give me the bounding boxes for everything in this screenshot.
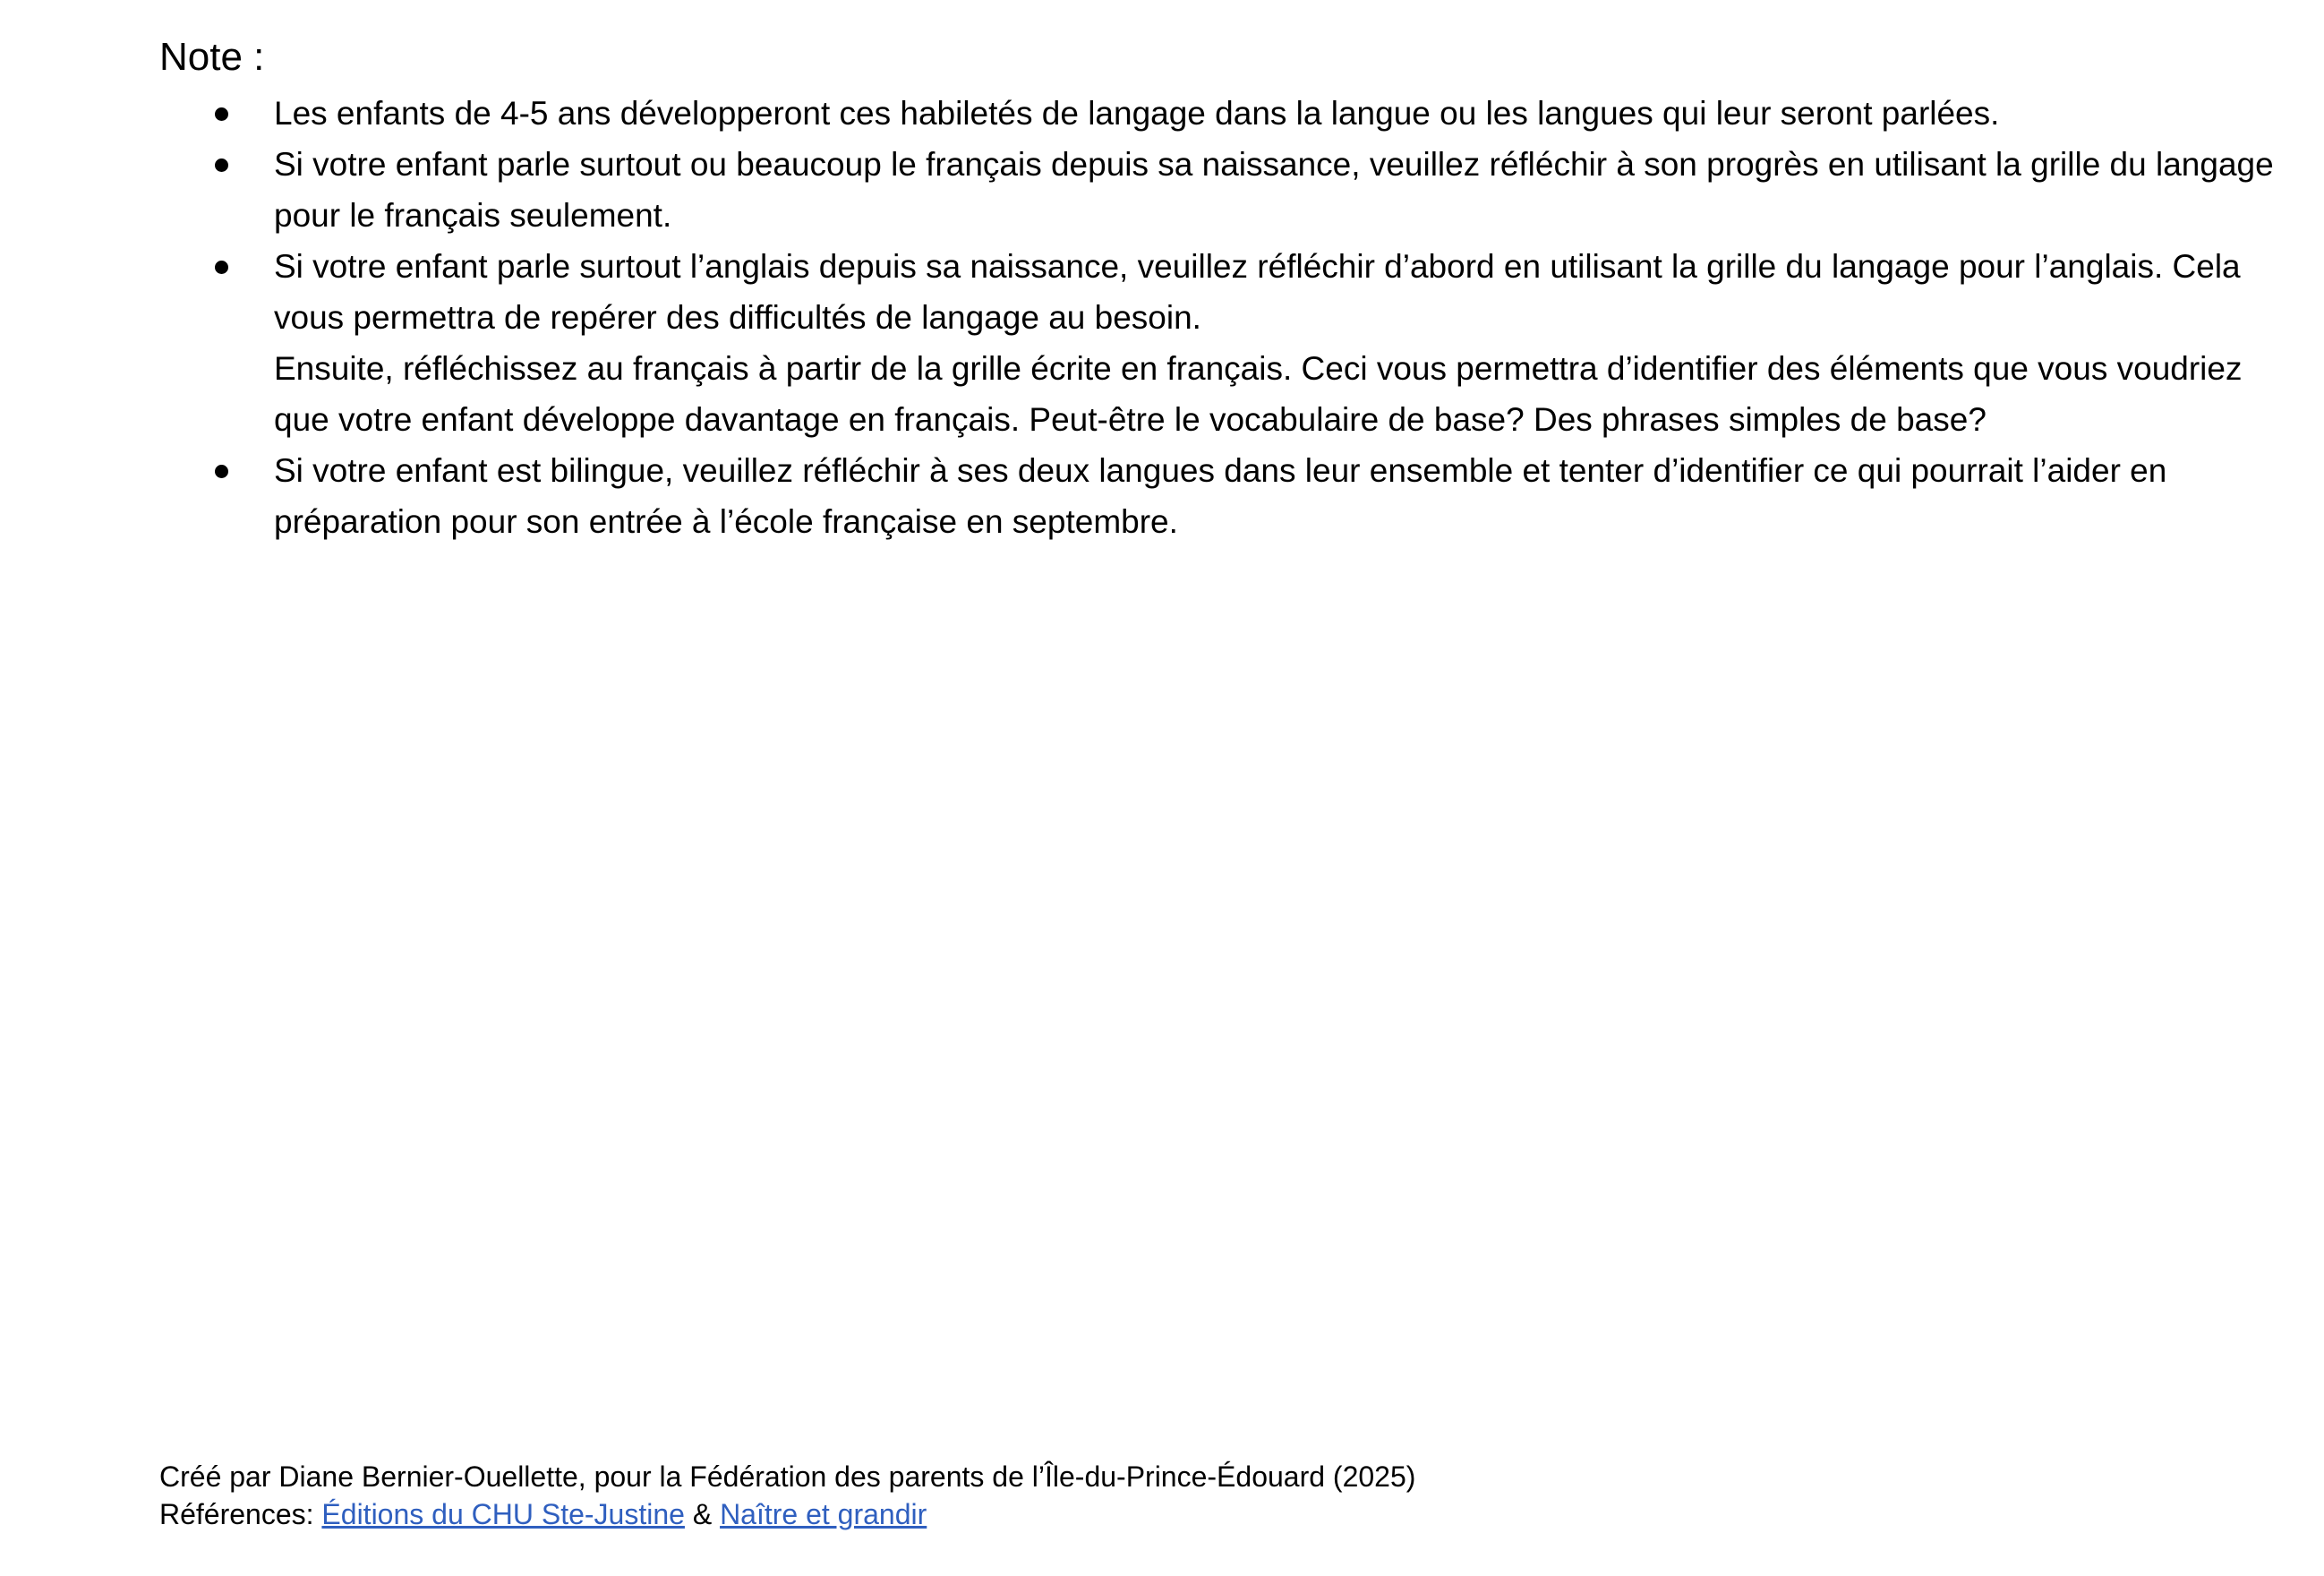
- bullet-icon: [215, 261, 228, 274]
- list-item-text-continued: Ensuite, réfléchissez au français à partir de la grille écrite en français. Ceci vous permettra d’identifier des éléments que vous voudriez que votre enfant développe davantage en français. Peut-être le vocabulaire de base? Des phrases simples de base?: [274, 350, 2243, 438]
- list-item-text: Si votre enfant parle surtout ou beaucoup le français depuis sa naissance, veuillez réfléchir à son progrès en utilisant la grille du langage pour le français seulement.: [274, 146, 2274, 234]
- footer: [159, 1458, 1415, 1533]
- list-item: [274, 139, 2279, 241]
- footer-references: [159, 1495, 1415, 1533]
- note-list: [274, 88, 2279, 547]
- reference-link-chu-ste-justine[interactable]: Éditions du CHU Ste-Justine: [321, 1498, 685, 1530]
- list-item-text: Si votre enfant parle surtout l’anglais depuis sa naissance, veuillez réfléchir d’abord en utilisant la grille du langage pour l’anglais. Cela vous permettra de repérer des difficultés de langage au besoin.: [274, 248, 2241, 336]
- note-heading: Note :: [159, 35, 265, 79]
- list-item-text: Les enfants de 4-5 ans développeront ces habiletés de langage dans la langue ou les langues qui leur seront parlées.: [274, 95, 2000, 132]
- bullet-icon: [215, 465, 228, 478]
- references-separator: &: [684, 1498, 721, 1530]
- list-item: [274, 241, 2279, 445]
- references-label: Références:: [159, 1498, 322, 1530]
- reference-link-naitre-et-grandir[interactable]: Naître et grandir: [720, 1498, 927, 1530]
- bullet-icon: [215, 158, 228, 172]
- bullet-icon: [215, 107, 228, 121]
- footer-credit: Créé par Diane Bernier-Ouellette, pour la Fédération des parents de l’Île-du-Prince-Édouard (2025): [159, 1460, 1416, 1493]
- list-item: [274, 88, 2279, 139]
- list-item: [274, 445, 2279, 547]
- list-item-text: Si votre enfant est bilingue, veuillez réfléchir à ses deux langues dans leur ensemble et tenter d’identifier ce qui pourrait l’aider en préparation pour son entrée à l’école française en septembre.: [274, 452, 2167, 540]
